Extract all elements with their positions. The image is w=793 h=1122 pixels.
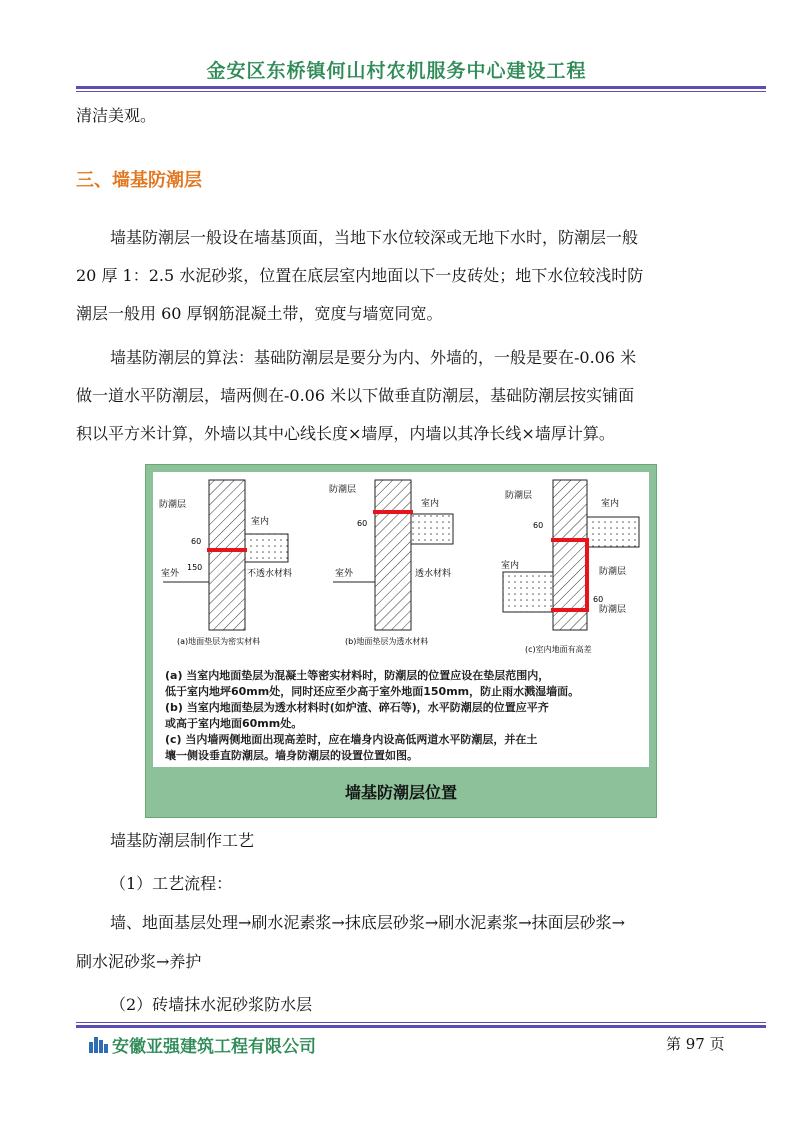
- label-dampproof-mid-c: 防潮层: [599, 567, 627, 577]
- label-outdoor-b: 室外: [335, 569, 354, 579]
- label-indoor-a: 室内: [251, 517, 270, 527]
- dim-60-a: 60: [191, 537, 202, 546]
- wall-a: [209, 480, 245, 630]
- header-title: 金安区东桥镇何山村农机服务中心建设工程: [206, 60, 587, 82]
- floor-layer-b: [411, 514, 453, 544]
- company-logo-icon: [88, 1034, 110, 1054]
- dim-60a-c: 60: [533, 521, 544, 530]
- footer-rule: [76, 1025, 766, 1028]
- paragraph-line: 墙基防潮层制作工艺: [110, 831, 255, 850]
- dim-60-b: 60: [357, 519, 368, 528]
- paragraph-line: 做一道水平防潮层，墙两侧在-0.06 米以下做垂直防潮层，基础防潮层按实铺面: [76, 386, 635, 405]
- note-line: 低于室内地坪60mm处，同时还应至少高于室外地面150mm，防止雨水溅湿墙面。: [165, 685, 580, 698]
- header-rule: [76, 86, 766, 89]
- figure-notes: [165, 668, 645, 764]
- note-line: 或高于室内地面60mm处。: [165, 717, 303, 730]
- floor-layer-high-c: [587, 517, 639, 547]
- paragraph-line: 墙基防潮层一般设在墙基顶面，当地下水位较深或无地下水时，防潮层一般: [110, 228, 639, 247]
- label-indoor-top-c: 室内: [601, 499, 620, 509]
- paragraph-line: （1）工艺流程：: [110, 874, 233, 893]
- wall-b: [375, 480, 411, 630]
- subcaption-b: (b)地面垫层为透水材料: [345, 637, 429, 646]
- label-dampproof-b: 防潮层: [329, 485, 357, 495]
- paragraph-line: （2）砖墙抹水泥砂浆防水层: [110, 995, 313, 1014]
- subcaption-c: (c)室内地面有高差: [525, 645, 592, 654]
- subcaption-a: (a)地面垫层为密实材料: [177, 637, 261, 646]
- label-outdoor-a: 室外: [161, 569, 180, 579]
- paragraph-line: 墙基防潮层的算法：基础防潮层是要分为内、外墙的，一般是要在-0.06 米: [110, 348, 637, 367]
- label-indoor-b: 室内: [421, 499, 440, 509]
- diagram-a: [159, 480, 292, 646]
- note-line: (a) 当室内地面垫层为混凝土等密实材料时，防潮层的位置应设在垫层范围内，: [165, 669, 550, 682]
- paragraph-line: 墙、地面基层处理→刷水泥素浆→抹底层砂浆→刷水泥素浆→抹面层砂浆→: [110, 913, 626, 932]
- paragraph-line: 潮层一般用 60 厚钢筋混凝土带，宽度与墙宽同宽。: [76, 304, 443, 323]
- note-line: (b) 当室内地面垫层为透水材料时(如炉渣、碎石等)，水平防潮层的位置应平齐: [165, 701, 549, 714]
- paragraph-line: 20 厚 1：2.5 水泥砂浆，位置在底层室内地面以下一皮砖处；地下水位较浅时防: [76, 266, 644, 285]
- paragraph-line: 积以平方米计算，外墙以其中心线长度×墙厚，内墙以其净长线×墙厚计算。: [76, 424, 615, 443]
- note-line: (c) 当内墙两侧地面出现高差时，应在墙身内设高低两道水平防潮层，并在土: [165, 733, 538, 746]
- label-impermeable-a: 不透水材料: [247, 569, 293, 579]
- footer-page-number: 第 97 页: [666, 1035, 725, 1053]
- floor-layer-a: [245, 534, 288, 562]
- label-dampproof-a: 防潮层: [159, 500, 187, 510]
- dim-150-a: 150: [187, 563, 203, 572]
- section-heading: 三、墙基防潮层: [76, 170, 202, 191]
- figure-image: [153, 472, 649, 767]
- floor-layer-low-c: [503, 572, 553, 612]
- dim-60b-c: 60: [593, 595, 604, 604]
- header-rule-thin: [76, 91, 766, 92]
- label-dampproof-c: 防潮层: [505, 491, 533, 501]
- note-line: 壤一侧设垂直防潮层。墙身防潮层的设置位置如图。: [165, 749, 418, 762]
- paragraph-prev: 清洁美观。: [76, 106, 157, 125]
- label-dampproof-low-c: 防潮层: [599, 605, 627, 615]
- footer-rule-thin: [76, 1022, 766, 1023]
- label-permeable-b: 透水材料: [415, 569, 452, 579]
- wall-c: [553, 480, 587, 630]
- paragraph-line: 刷水泥砂浆→养护: [76, 952, 202, 971]
- diagram-b: [329, 480, 453, 646]
- diagram-c: [501, 480, 639, 654]
- figure-caption: 墙基防潮层位置: [344, 783, 457, 802]
- footer-company: 安徽亚强建筑工程有限公司: [112, 1037, 316, 1057]
- label-indoor-left-c: 室内: [501, 561, 520, 571]
- figure-dampproof-positions: [145, 464, 657, 818]
